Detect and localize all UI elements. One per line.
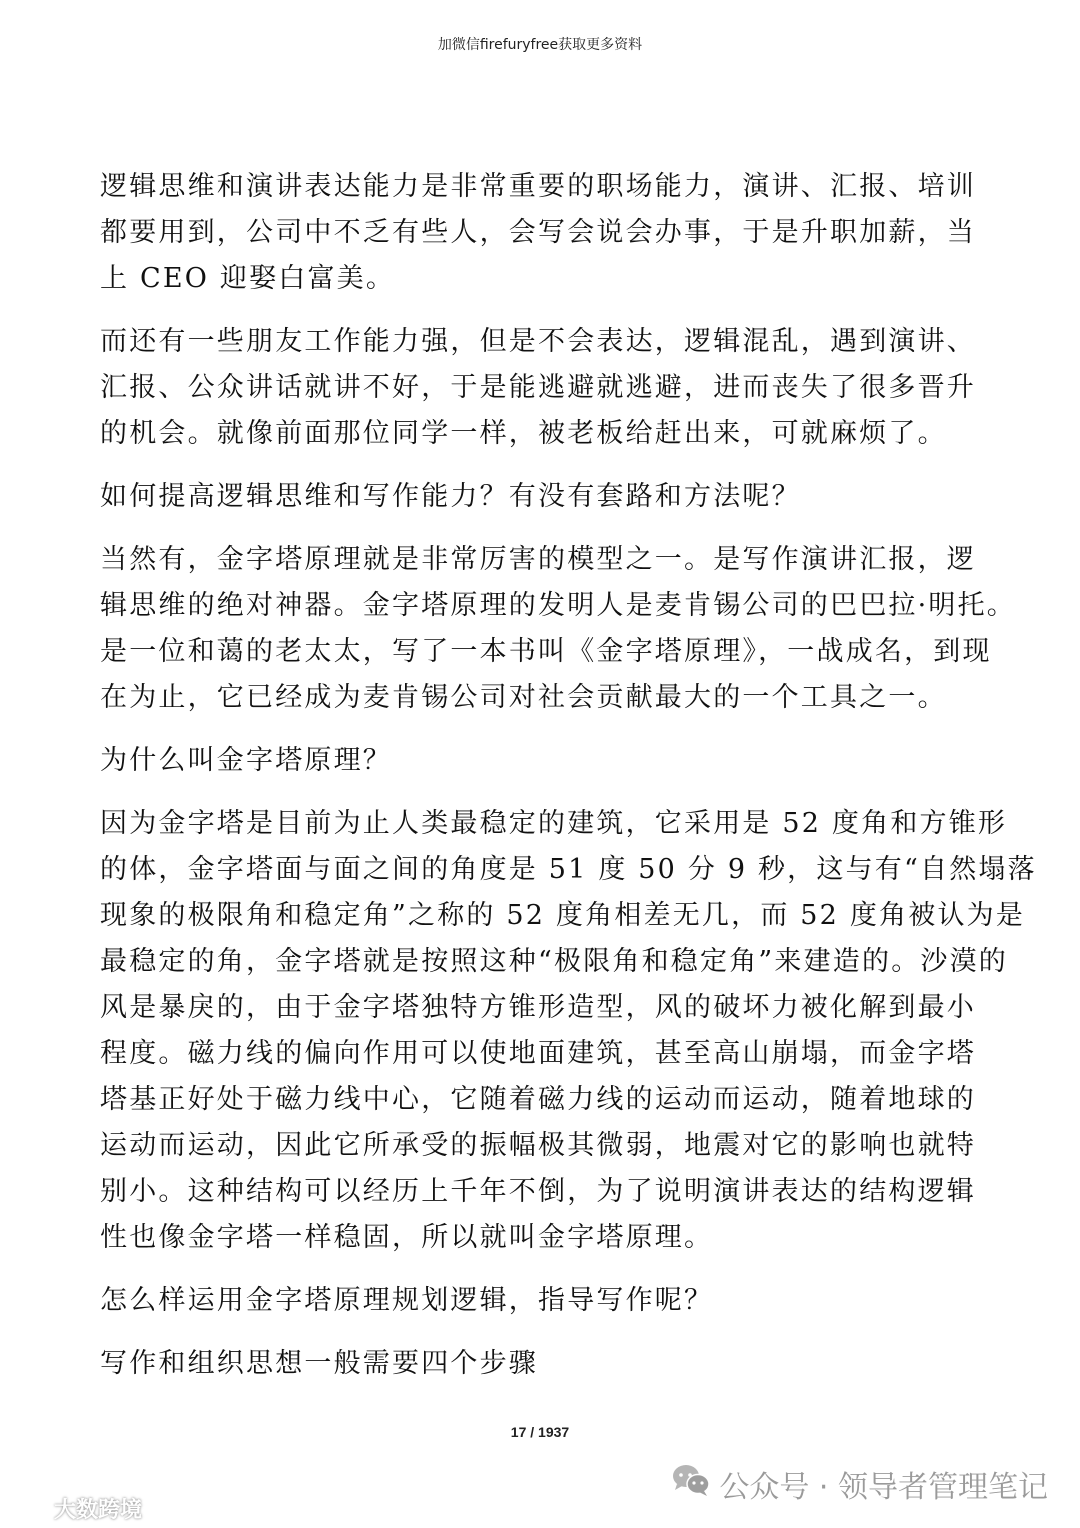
text-line: 因为金字塔是目前为止人类最稳定的建筑，它采用是 52 度角和方锥形	[100, 808, 1008, 839]
watermark-brand	[8, 1492, 142, 1524]
text-line: 写作和组织思想一般需要四个步骤	[100, 1348, 538, 1379]
text-line: 程度。磁力线的偏向作用可以使地面建筑，甚至高山崩塌，而金字塔	[100, 1038, 976, 1069]
paragraph-6	[100, 801, 1037, 1261]
text-line: 为什么叫金字塔原理？	[100, 745, 392, 776]
text-line: 是一位和蔼的老太太，写了一本书叫《金字塔原理》，一战成名，到现	[100, 636, 992, 667]
watermark-wechat	[671, 1462, 1048, 1506]
text-line: 的体，金字塔面与面之间的角度是 51 度 50 分 9 秒，这与有“自然塌落	[100, 854, 1037, 885]
text-line: 怎么样运用金字塔原理规划逻辑，指导写作呢？	[100, 1285, 714, 1316]
text-line: 运动而运动，因此它所承受的振幅极其微弱，地震对它的影响也就特	[100, 1130, 976, 1161]
text-line: 逻辑思维和演讲表达能力是非常重要的职场能力，演讲、汇报、培训	[100, 171, 976, 202]
logo-icon	[8, 1492, 48, 1524]
document-body	[100, 164, 1037, 1387]
text-line: 塔基正好处于磁力线中心，它随着磁力线的运动而运动，随着地球的	[100, 1084, 976, 1115]
text-line: 辑思维的绝对神器。金字塔原理的发明人是麦肯锡公司的巴巴拉·明托。	[100, 590, 1016, 621]
text-line: 现象的极限角和稳定角”之称的 52 度角相差无几，而 52 度角被认为是	[100, 900, 1026, 931]
paragraph-2	[100, 319, 990, 457]
text-line: 风是暴戾的，由于金字塔独特方锥形造型，风的破坏力被化解到最小	[100, 992, 976, 1023]
watermark-text: 公众号 · 领导者管理笔记	[719, 1470, 1048, 1505]
brand-text: 大数跨境	[54, 1497, 143, 1523]
text-line: 别小。这种结构可以经历上千年不倒，为了说明演讲表达的结构逻辑	[100, 1176, 976, 1207]
text-line: 都要用到，公司中不乏有些人，会写会说会办事，于是升职加薪，当	[100, 217, 976, 248]
paragraph-4	[100, 537, 1016, 721]
text-line: 性也像金字塔一样稳固，所以就叫金字塔原理。	[100, 1222, 714, 1253]
text-line: 汇报、公众讲话就讲不好，于是能逃避就逃避，进而丧失了很多晋升	[100, 372, 976, 403]
paragraph-1	[100, 164, 990, 302]
text-line: 最稳定的角，金字塔就是按照这种“极限角和稳定角”来建造的。沙漠的	[100, 946, 1009, 977]
text-line: 在为止，它已经成为麦肯锡公司对社会贡献最大的一个工具之一。	[100, 682, 947, 713]
page-header: 加微信firefuryfree获取更多资料	[437, 37, 643, 53]
paragraph-7-question	[100, 1278, 990, 1324]
paragraph-5-question	[100, 738, 990, 784]
text-line: 上 CEO 迎娶白富美。	[100, 263, 396, 294]
page-number: 17 / 1937	[510, 1424, 570, 1440]
text-line: 而还有一些朋友工作能力强，但是不会表达，逻辑混乱，遇到演讲、	[100, 326, 976, 357]
text-line: 如何提高逻辑思维和写作能力？有没有套路和方法呢？	[100, 481, 801, 512]
text-line: 的机会。就像前面那位同学一样，被老板给赶出来，可就麻烦了。	[100, 418, 947, 449]
paragraph-8	[100, 1341, 990, 1387]
text-line: 当然有，金字塔原理就是非常厉害的模型之一。是写作演讲汇报，逻	[100, 544, 976, 575]
wechat-icon	[671, 1463, 711, 1505]
paragraph-3-question	[100, 474, 990, 520]
